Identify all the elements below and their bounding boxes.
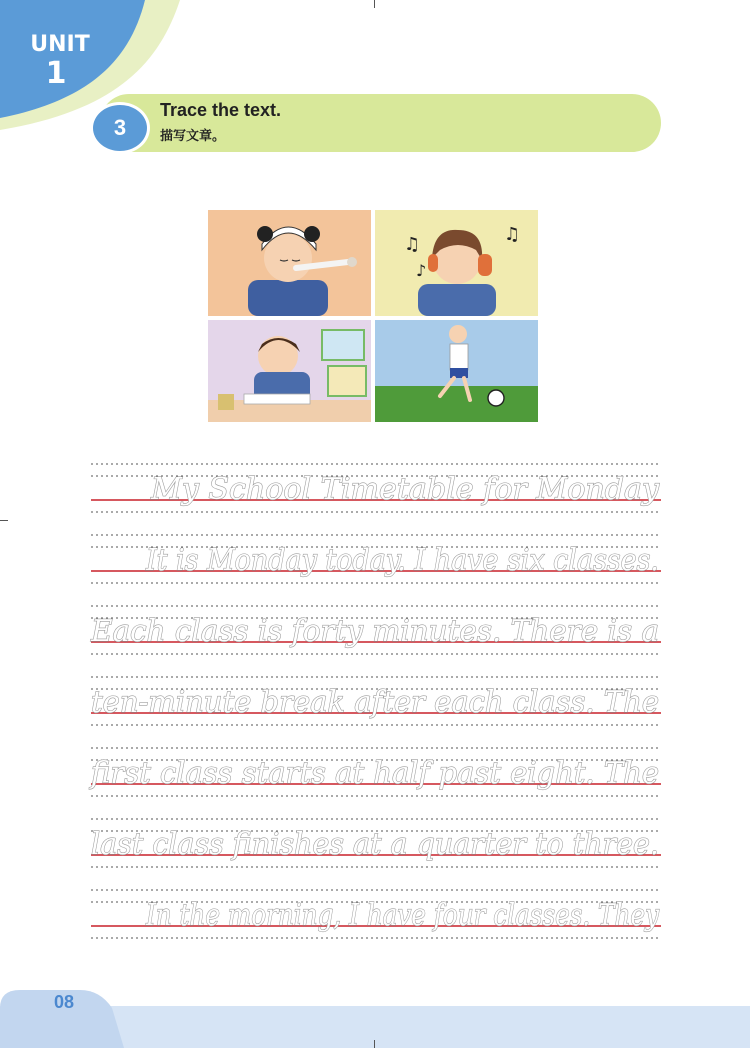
crop-mark — [374, 1040, 375, 1048]
trace-line: My School Timetable for Monday — [149, 472, 661, 507]
crop-mark — [374, 0, 375, 8]
panel-drawing — [208, 320, 371, 422]
panel-music — [375, 210, 538, 316]
crop-mark — [0, 520, 8, 521]
trace-line: first class starts at half past eight. The — [89, 756, 659, 791]
svg-text:♫: ♫ — [504, 224, 521, 245]
trace-line: last class finishes at a quarter to three. — [91, 827, 659, 862]
page-number: 08 — [54, 992, 75, 1012]
instruction-subtitle: 描写文章。 — [160, 128, 226, 143]
panel-football — [375, 320, 538, 422]
step-number: 3 — [90, 102, 150, 154]
panel-violin — [208, 210, 371, 316]
svg-text:♫: ♫ — [404, 234, 421, 255]
trace-line: In the morning, I have four classes. They — [145, 898, 660, 933]
svg-text:♪: ♪ — [416, 261, 427, 280]
trace-line: ten-minute break after each class. The — [91, 685, 659, 720]
trace-line: Each class is forty minutes. There is a — [90, 614, 659, 649]
trace-line: It is Monday today. I have six classes. — [145, 543, 660, 578]
tracing-worksheet — [91, 464, 661, 944]
activities-illustration — [208, 210, 538, 422]
unit-number: 1 — [45, 56, 67, 91]
unit-label: UNIT — [30, 32, 90, 57]
instruction-title: Trace the text. — [160, 100, 282, 120]
